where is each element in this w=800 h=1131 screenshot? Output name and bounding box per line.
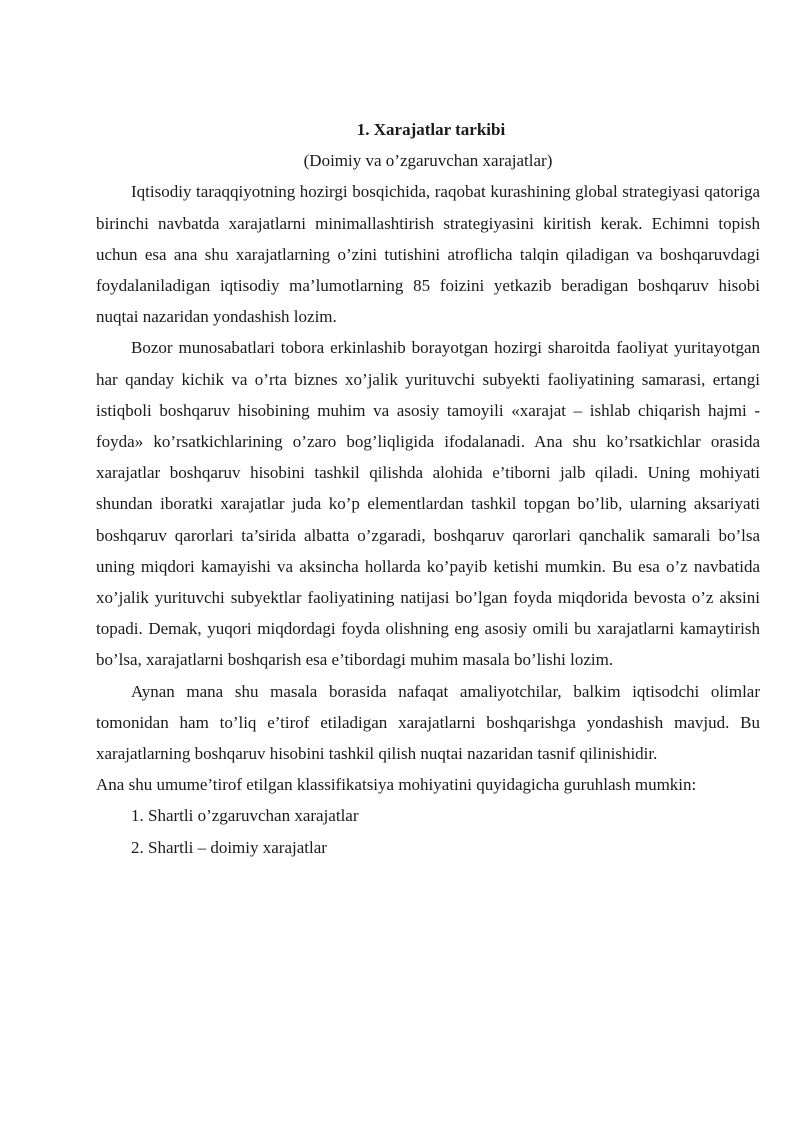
intro-line: Ana shu umume’tirof etilgan klassifikatsiya mohiyatini quyidagicha guruhlash mumkin: [96, 775, 697, 795]
paragraph: Bozor munosabatlari tobora erkinlashib borayotgan hozirgi sharoitda faoliyat yuritayotgan har qanday kichik va o’rta biznes xo’jalik yurituvchi subyekti faoliyatining samarasi, ertangi istiqboli boshqaruv hisobining muhim va asosiy tamoyili «xarajat – ishlab chiqarish hajmi - foyda» ko’rsatkichlarining o’zaro bog’liqligida ifodalanadi. Ana shu ko’rsatkichlar orasida xarajatlar boshqaruv hisobini tashkil qilishda alohida e’tiborni jalb qiladi. Uning mohiyati shundan iboratki xarajatlar juda ko’p elementlardan tashkil topgan bo’lib, ularning aksariyati boshqaruv qarorlari ta’sirida albatta o’zgaradi, boshqaruv qarorlari qanchalik samarali bo’lsa uning miqdori kamayishi va aksincha hollarda ko’payib ketishi mumkin. Bu esa o’z navbatida xo’jalik yurituvchi subyektlar faoliyatining natijasi bo’lgan foyda miqdorida bevosta o’z aksini topadi. Demak, yuqori miqdordagi foyda olishning eng asosiy omili bu xarajatlarni kamaytirish bo’lsa, xarajatlarni boshqarish esa e’tibordagi muhim masala bo’lishi lozim. [96, 338, 760, 670]
list-item: 2. Shartli – doimiy xarajatlar [131, 837, 327, 857]
list-item: 1. Shartli o’zgaruvchan xarajatlar [131, 806, 359, 826]
section-subtitle: (Doimiy va o’zgaruvchan xarajatlar) [303, 151, 553, 171]
section-title: 1. Xarajatlar tarkibi [356, 120, 506, 139]
paragraph: Aynan mana shu masala borasida nafaqat amaliyotchilar, balkim iqtisodchi olimlar tomonidan ham to’liq e’tirof etiladigan xarajatlarni boshqarishga yondashish mavjud. Bu xarajatlarning boshqaruv hisobini tashkil qilish nuqtai nazaridan tasnif qilinishidir. [96, 681, 760, 764]
paragraph: Iqtisodiy taraqqiyotning hozirgi bosqichida, raqobat kurashining global strategiyasi qatoriga birinchi navbatda xarajatlarni minimallashtirish strategiyasini kiritish kerak. Echimni topish uchun esa ana shu xarajatlarning o’zini tutishini atroflicha talqin qiladigan va boshqaruvdagi foydalaniladigan iqtisodiy ma’lumotlarning 85 foizini yetkazib beradigan boshqaruv hisobi nuqtai nazaridan yondashish lozim. [96, 182, 760, 327]
document-page [96, 114, 760, 863]
